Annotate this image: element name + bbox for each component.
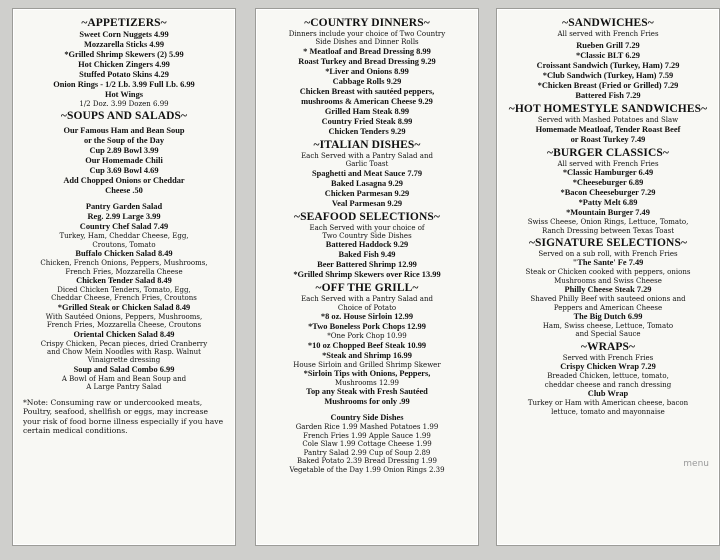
menu-item: Reg. 2.99 Large 3.99: [87, 212, 161, 222]
menu-item-description: and Special Sauce: [575, 330, 641, 339]
menu-item-description: Garden Rice 1.99 Mashed Potatoes 1.99: [295, 423, 439, 432]
menu-item: *Classic Hamburger 6.49: [562, 168, 654, 178]
menu-item: Country Fried Steak 8.99: [321, 116, 413, 126]
menu-item-description: Baked Potato 2.39 Bread Dressing 1.99: [297, 457, 437, 466]
menu-item-description: Chicken, French Onions, Peppers, Mushrooms,: [40, 259, 208, 268]
menu-item-description: French Fries, Mozzarella Cheese, Croutons: [46, 321, 202, 330]
menu-item: "The Sante' Fe 7.49: [572, 258, 644, 268]
menu-item-description: cheddar cheese and ranch dressing: [544, 380, 672, 389]
menu-item-description: Turkey or Ham with American cheese, bacon: [527, 399, 689, 408]
menu-item: Battered Haddock 9.29: [325, 240, 409, 250]
section-heading: ~ITALIAN DISHES~: [313, 138, 421, 151]
menu-panel-right: [496, 8, 720, 546]
menu-item-description: Mushrooms and Swiss Cheese: [554, 276, 662, 285]
menu-item: Hot Wings: [104, 90, 144, 99]
menu-item: Add Chopped Onions or Cheddar: [63, 176, 185, 186]
menu-item-description: Crispy Chicken, Pecan pieces, dried Cranberry: [40, 339, 208, 348]
menu-item-description: Served with Mashed Potatoes and Slaw: [537, 116, 679, 125]
menu-item-description: Shaved Philly Beef with sauteed onions and: [530, 295, 686, 304]
menu-item-description: Choice of Potato: [337, 303, 397, 312]
menu-item-description: Garlic Toast: [345, 160, 389, 169]
menu-item: *Chicken Breast (Fried or Grilled) 7.29: [537, 81, 679, 91]
menu-panel-center: [255, 8, 479, 546]
menu-item-description: Side Dishes and Dinner Rolls: [315, 38, 419, 47]
menu-item: or Roast Turkey 7.49: [570, 134, 646, 144]
section-heading: ~OFF THE GRILL~: [315, 282, 419, 295]
menu-item: Spaghetti and Meat Sauce 7.79: [311, 168, 423, 178]
menu-item: Croissant Sandwich (Turkey, Ham) 7.29: [536, 61, 680, 71]
section-heading: ~SEAFOOD SELECTIONS~: [294, 210, 440, 223]
menu-item-description: With Sautéed Onions, Peppers, Mushrooms,: [45, 312, 203, 321]
panel-content: [13, 9, 235, 435]
menu-item: *Sirloin Tips with Onions, Peppers,: [303, 369, 431, 379]
menu-item-description: Breaded Chicken, lettuce, tomato,: [547, 372, 669, 381]
menu-item: *Two Boneless Pork Chops 12.99: [308, 322, 426, 332]
menu-item: Chicken Tender Salad 8.49: [76, 276, 172, 286]
menu-item: Grilled Ham Steak 8.99: [324, 106, 410, 116]
menu-item: *Grilled Steak or Chicken Salad 8.49: [57, 302, 191, 312]
menu-item-description: Vinaigrette dressing: [87, 356, 161, 365]
menu-item: *Mountain Burger 7.49: [566, 208, 650, 218]
menu-item: *Grilled Shrimp Skewers over Rice 13.99: [293, 270, 441, 280]
menu-item: Cheese .50: [105, 186, 143, 196]
menu-item: or the Soup of the Day: [83, 136, 165, 146]
menu-item: *Bacon Cheeseburger 7.29: [560, 188, 656, 198]
menu-item: Oriental Chicken Salad 8.49: [73, 329, 175, 339]
menu-item: *8 oz. House Sirloin 12.99: [320, 312, 414, 322]
menu-item-description: Croutons, Tomato: [92, 240, 156, 249]
menu-item-description: Diced Chicken Tenders, Tomato, Egg,: [57, 286, 191, 295]
menu-item-description: All served with French Fries: [557, 159, 659, 168]
menu-item: Roast Turkey and Bread Dressing 9.29: [298, 56, 436, 66]
menu-item-description: Mushrooms 12.99: [334, 379, 400, 388]
menu-item-description: Vegetable of the Day 1.99 Onion Rings 2.39: [289, 465, 445, 474]
section-heading: ~SANDWICHES~: [562, 17, 654, 29]
menu-item-description: French Fries 1.99 Apple Sauce 1.99: [303, 431, 431, 440]
menu-item: *Club Sandwich (Turkey, Ham) 7.59: [542, 71, 674, 81]
menu-item: Pantry Garden Salad: [85, 202, 163, 212]
menu-item: *Classic BLT 6.29: [576, 51, 640, 61]
menu-item-description: Served with French Fries: [562, 353, 654, 362]
menu-item: Chicken Breast with sautéed peppers,: [299, 86, 435, 96]
menu-item-description: A Bowl of Ham and Bean Soup and: [61, 374, 187, 383]
menu-item: Buffalo Chicken Salad 8.49: [75, 249, 173, 259]
menu-item: *10 oz Chopped Beef Steak 10.99: [307, 340, 427, 350]
menu-item: Our Homemade Chili: [85, 156, 163, 166]
menu-item: Philly Cheese Steak 7.29: [564, 285, 652, 295]
menu-item: Sweet Corn Nuggets 4.99: [79, 30, 169, 39]
menu-item-description: Steak or Chicken cooked with peppers, onions: [525, 268, 691, 277]
menu-item: Baked Fish 9.49: [338, 250, 396, 260]
menu-item: mushrooms & American Cheese 9.29: [301, 96, 433, 106]
menu-item-description: *One Pork Chop 10.99: [327, 332, 407, 341]
menu-item: Cup 3.69 Bowl 4.69: [89, 166, 159, 176]
menu-item-description: All served with French Fries: [557, 30, 659, 38]
menu-item: *Cheeseburger 6.89: [572, 178, 644, 188]
menu-item: The Big Dutch 6.99: [573, 312, 643, 322]
menu-item-description: Each Served with a Pantry Salad and: [301, 151, 433, 160]
menu-item: Beer Battered Shrimp 12.99: [317, 260, 417, 270]
menu-item: Stuffed Potato Skins 4.29: [79, 70, 169, 79]
menu-item: Baked Lasagna 9.29: [331, 178, 403, 188]
section-heading: ~WRAPS~: [580, 340, 636, 353]
menu-item: Mushrooms for only .99: [324, 397, 410, 407]
menu-item-description: Ham, Swiss cheese, Lettuce, Tomato: [542, 322, 674, 331]
menu-item: *Grilled Shrimp Skewers (2) 5.99: [64, 50, 184, 59]
section-heading: ~HOT HOMESTYLE SANDWICHES~: [508, 103, 708, 116]
menu-item: * Meatloaf and Bread Dressing 8.99: [303, 46, 431, 56]
section-heading: ~APPETIZERS~: [81, 17, 167, 29]
menu-item: Our Famous Ham and Bean Soup: [63, 126, 185, 136]
food-safety-note: *Note: Consuming raw or undercooked meats, Poultry, seafood, shellfish or eggs, may increase your risk of food borne illness especially if you have certain medical conditions.: [23, 397, 224, 435]
menu-item-description: Peppers and American Cheese: [553, 303, 663, 312]
menu-panel-left: [12, 8, 236, 546]
menu-item: Crispy Chicken Wrap 7.29: [560, 362, 656, 372]
section-heading: ~COUNTRY DINNERS~: [304, 17, 430, 29]
section-heading: ~SIGNATURE SELECTIONS~: [528, 237, 688, 250]
menu-item-description: and Chow Mein Noodles with Rasp. Walnut: [47, 348, 201, 357]
menu-item: Club Wrap: [587, 389, 629, 399]
menu-item-description: Served on a sub roll, with French Fries: [538, 250, 678, 259]
menu-item-description: Each Served with a Pantry Salad and: [301, 295, 433, 304]
section-heading: ~BURGER CLASSICS~: [547, 146, 669, 159]
menu-item: Chicken Tenders 9.29: [328, 126, 406, 136]
menu-item-description: French Fries, Mozzarella Cheese: [65, 267, 183, 276]
menu-item-description: Cole Slaw 1.99 Cottage Cheese 1.99: [302, 440, 432, 449]
menu-item: Homemade Meatloaf, Tender Roast Beef: [535, 124, 681, 134]
menu-item-description: Two Country Side Dishes: [322, 232, 412, 241]
menu-item: Top any Steak with Fresh Sautéed: [306, 387, 428, 397]
menu-item: Onion Rings - 1/2 Lb. 3.99 Full Lb. 6.99: [53, 80, 195, 89]
menu-item-description: Pantry Salad 2.99 Cup of Soup 2.89: [303, 448, 431, 457]
menu-item-description: Each Served with your choice of: [309, 223, 425, 232]
menu-item-description: Turkey, Ham, Cheddar Cheese, Egg,: [59, 232, 189, 241]
section-heading: ~SOUPS AND SALADS~: [60, 110, 188, 123]
menu-item: Cabbage Rolls 9.29: [332, 76, 402, 86]
panel-content: [256, 9, 478, 474]
menu-item: Chicken Parmesan 9.29: [324, 188, 410, 198]
menu-item-description: 1/2 Doz. 3.99 Dozen 6.99: [79, 100, 169, 108]
menu-item-description: House Sirloin and Grilled Shrimp Skewer: [293, 360, 441, 369]
menu-item: Cup 2.89 Bowl 3.99: [89, 146, 159, 156]
menu-item: Rueben Grill 7.29: [576, 41, 640, 51]
menu-item-description: A Large Pantry Salad: [86, 383, 162, 392]
panel-content: [497, 9, 719, 416]
watermark-stamp: menu: [683, 459, 709, 469]
menu-item: Mozzarella Sticks 4.99: [83, 40, 165, 49]
menu-item: Soup and Salad Combo 6.99: [73, 364, 175, 374]
menu-item-description: Ranch Dressing between Texas Toast: [541, 226, 675, 235]
menu-item: *Patty Melt 6.89: [578, 198, 638, 208]
menu-item-description: Swiss Cheese, Onion Rings, Lettuce, Tomato,: [527, 218, 689, 227]
menu-item: *Steak and Shrimp 16.99: [322, 350, 412, 360]
menu-item-description: Cheddar Cheese, French Fries, Croutons: [51, 294, 197, 303]
menu-item: Country Chef Salad 7.49: [79, 222, 169, 232]
menu-item: Battered Fish 7.29: [575, 91, 641, 101]
menu-item: Country Side Dishes: [330, 413, 404, 423]
menu-item: Veal Parmesan 9.29: [331, 198, 403, 208]
menu-item: *Liver and Onions 8.99: [325, 66, 409, 76]
menu-item-description: lettuce, tomato and mayonnaise: [551, 407, 665, 416]
menu-item: Hot Chicken Zingers 4.99: [78, 60, 170, 69]
menu-item-description: Dinners include your choice of Two Country: [288, 30, 446, 38]
